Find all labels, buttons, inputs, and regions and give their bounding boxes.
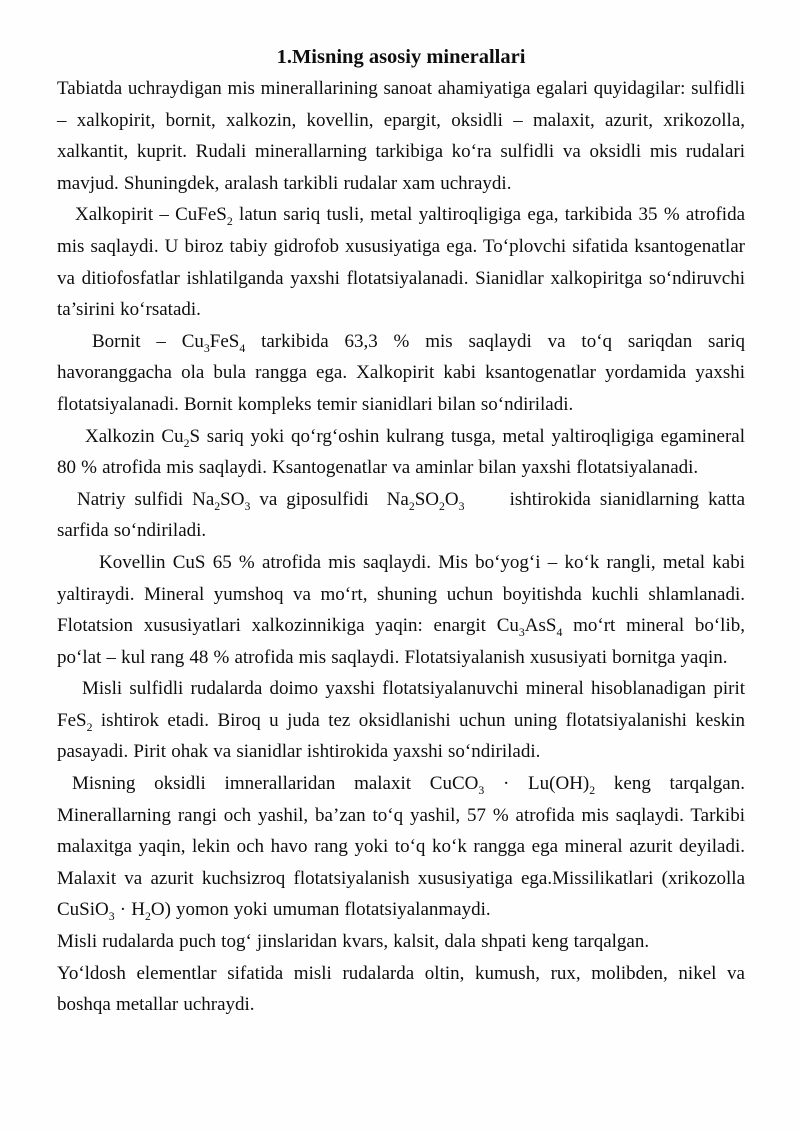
text-run: · H	[114, 899, 145, 921]
paragraph	[57, 484, 745, 547]
text-run: latun sariq tusli, metal yaltiroqligiga ega, tarkibida 35 % atrofida mis saqlaydi. U biroz tabiy gidrofob xususiyatiga ega. Toʻplovchi sifatida ksantogenatlar va ditiofosfatlar ishlatilganda yaxshi flotatsiyalanadi. Sianidlar xalkopiritga soʻndiruvchi ta’sirini koʻrsatadi.	[57, 204, 745, 321]
chemical-subscript: 2	[589, 783, 596, 797]
paragraph	[57, 199, 745, 325]
text-run: O	[444, 488, 459, 510]
chemical-subscript: 3	[108, 910, 115, 924]
paragraph	[57, 926, 745, 958]
document-title: 1.Misning asosiy minerallari	[276, 46, 526, 68]
chemical-subscript: 2	[86, 720, 93, 734]
text-run: Kovellin CuS 65 % atrofida mis saqlaydi. Mis boʻyogʻi – koʻk rangli, metal kabi yaltiraydi. Mineral yumshoq va moʻrt, shuning uchun boyitishda kuchli shlamlanadi. Flotatsion xususiyatlari xalkozinnikiga yaqin: enargit Cu	[57, 551, 745, 637]
text-run: Natriy sulfidi Na	[77, 488, 215, 510]
chemical-subscript: 2	[183, 436, 190, 450]
chemical-subscript: 3	[458, 499, 465, 513]
text-run: Misning oksidli imnerallaridan malaxit CuCO	[72, 773, 479, 795]
chemical-subscript: 3	[478, 783, 485, 797]
text-run: tarkibida 63,3 % mis saqlaydi va toʻq sariqdan sariq havoranggacha ola bula rangga ega. Xalkopirit kabi ksantogenatlar yordamida yaxshi flotatsiyalanadi. Bornit kompleks temir sianidlari bilan soʻndiriladi.	[57, 330, 745, 415]
text-run: Bornit – Cu	[92, 330, 204, 352]
text-run: ishtirok etadi. Biroq u juda tez oksidlanishi uchun uning flotatsiyalanishi keskin pasayadi. Pirit ohak va sianidlar ishtirokida yaxshi soʻndiriladi.	[57, 709, 745, 763]
text-run: AsS	[524, 615, 557, 637]
chemical-subscript: 2	[408, 499, 415, 513]
text-run: Tabiatda uchraydigan mis minerallarining sanoat ahamiyatiga egalari quyidagilar: sulfidli – xalkopirit, bornit, xalkozin, kovellin, epargit, oksidli – malaxit, azurit, xrikozolla, xalkantit, kuprit. Rudali minerallarning tarkibiga koʻra sulfidli va oksidli mis rudalari mavjud. Shuningdek, aralash tarkibli rudalar xam uchraydi.	[57, 78, 745, 194]
chemical-subscript: 3	[203, 341, 210, 355]
document-body	[57, 73, 745, 1021]
paragraph	[57, 73, 745, 199]
chemical-subscript: 3	[244, 499, 251, 513]
text-run: Xalkozin Cu	[85, 425, 184, 447]
text-run: O) yomon yoki umuman flotatsiyalanmaydi.	[150, 899, 491, 921]
paragraph	[57, 768, 745, 926]
text-run: ishtirokida sianidlarning katta sarfida soʻndiriladi.	[57, 488, 745, 542]
chemical-subscript: 4	[239, 341, 246, 355]
paragraph	[57, 547, 745, 673]
text-run: S sariq yoki qoʻrgʻoshin kulrang tusga, metal yaltiroqligiga egamineral 80 % atrofida mis saqlaydi. Ksantogenatlar va aminlar bilan yaxshi flotatsiyalanadi.	[57, 425, 745, 479]
text-run: Yoʻldosh elementlar sifatida misli rudalarda oltin, kumush, rux, molibden, nikel va boshqa metallar uchraydi.	[57, 962, 745, 1016]
text-run: keng tarqalgan. Minerallarning rangi och yashil, ba’zan toʻq yashil, 57 % atrofida mis saqlaydi. Tarkibi malaxitga yaqin, lekin och havo rang yoki toʻq koʻk rangga ega mineral azurit deyiladi. Malaxit va azurit kuchsizroq flotatsiyalanish xususiyatiga ega.Missilikatlari (xrikozolla CuSiO	[57, 773, 745, 921]
text-run: · Lu(OH)	[484, 773, 590, 795]
chemical-subscript: 3	[518, 625, 525, 639]
paragraph	[57, 326, 745, 421]
chemical-subscript: 2	[226, 215, 233, 229]
chemical-subscript: 4	[556, 625, 563, 639]
chemical-subscript: 2	[214, 499, 221, 513]
text-run: Misli sulfidli rudalarda doimo yaxshi flotatsiyalanuvchi mineral hisoblanadigan pirit FeS	[57, 678, 745, 731]
text-run: Xalkopirit – CuFeS	[75, 204, 227, 226]
chemical-subscript: 2	[439, 499, 445, 513]
paragraph	[57, 421, 745, 484]
text-run: FeS	[209, 330, 240, 352]
text-run: moʻrt mineral boʻlib, poʻlat – kul rang 48 % atrofida mis saqlaydi. Flotatsiyalanish xususiyati bornitga yaqin.	[57, 615, 745, 668]
text-run: SO	[414, 488, 440, 510]
text-run: SO	[220, 488, 245, 510]
text-run: va giposulfidi Na	[250, 488, 409, 510]
paragraph	[57, 958, 745, 1021]
text-run: Misli rudalarda puch togʻ jinslaridan kvars, kalsit, dala shpati keng tarqalgan.	[57, 931, 650, 953]
chemical-subscript: 2	[144, 910, 151, 924]
paragraph	[57, 673, 745, 768]
